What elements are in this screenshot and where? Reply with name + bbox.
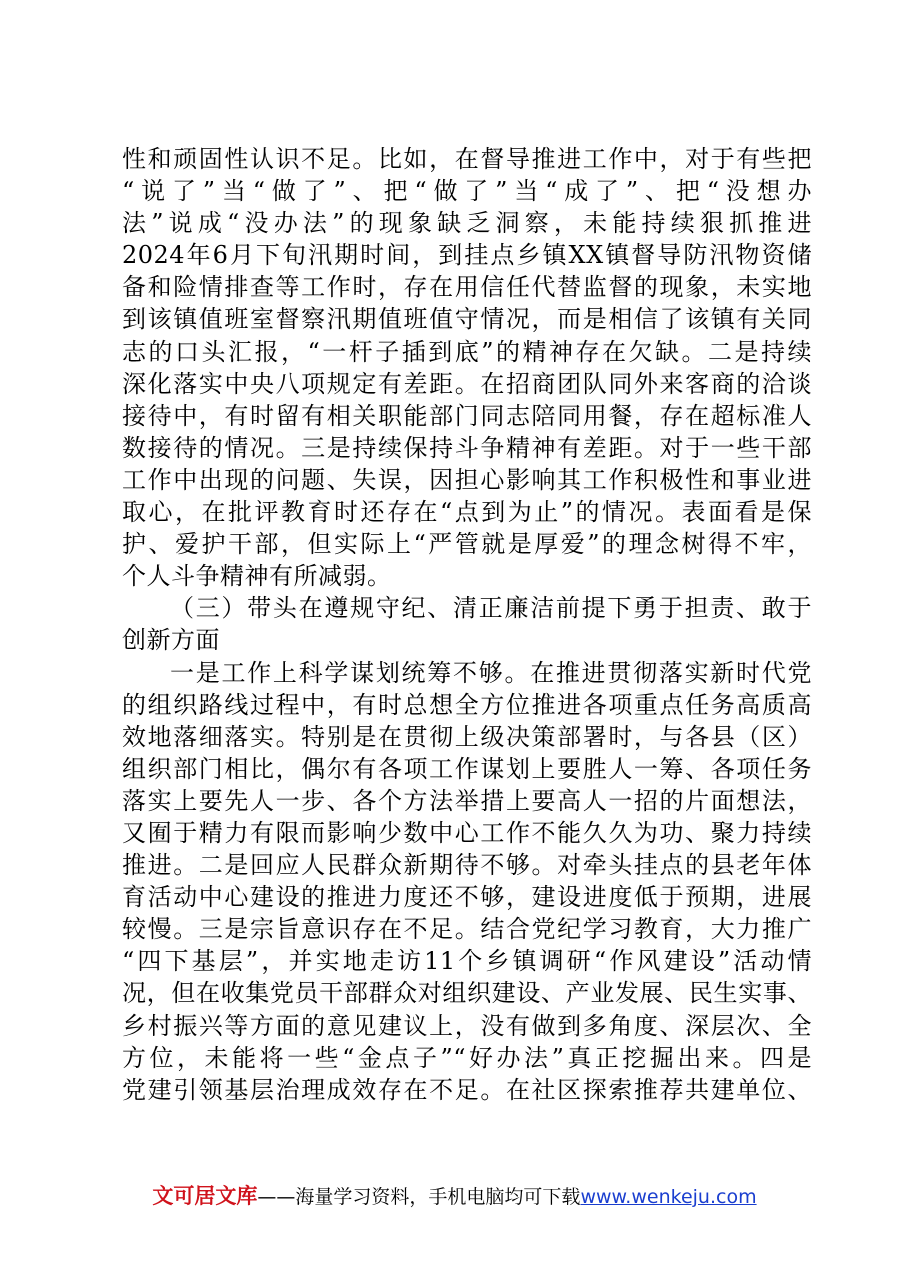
text-line: 组织部门相比，偶尔有各项工作谋划上要胜人一筹、各项任务 (122, 754, 812, 783)
text-line: 效地落细落实。特别是在贯彻上级决策部署时，与各县（区） (122, 722, 812, 751)
text-line: 方位，未能将一些“金点子”“好办法”真正挖掘出来。四是 (122, 1043, 812, 1072)
text-line: 党建引领基层治理成效存在不足。在社区探索推荐共建单位、 (122, 1075, 812, 1104)
text-line: 志的口头汇报，“一杆子插到底”的精神存在欠缺。二是持续 (122, 337, 812, 366)
footer-slogan: ——海量学习资料，手机电脑均可下载 (257, 1186, 581, 1208)
footer-banner (0, 1180, 909, 1210)
site-link[interactable]: www.wenkeju.com (580, 1186, 757, 1208)
text-line: “四下基层”，并实地走访11个乡镇调研“作风建设”活动情 (122, 947, 812, 976)
text-line: 况，但在收集党员干部群众对组织建设、产业发展、民生实事、 (122, 979, 812, 1008)
text-line: 数接待的情况。三是持续保持斗争精神有差距。对于一些干部 (122, 433, 812, 462)
text-line: 接待中，有时留有相关职能部门同志陪同用餐，存在超标准人 (122, 401, 812, 430)
text-line: 又囿于精力有限而影响少数中心工作不能久久为功、聚力持续 (122, 818, 812, 847)
section-heading-continued: 创新方面 (122, 626, 220, 655)
document-body (122, 143, 812, 1106)
text-line: 深化落实中央八项规定有差距。在招商团队同外来客商的洽谈 (122, 369, 812, 398)
text-line: 护、爱护干部，但实际上“严管就是厚爱”的理念树得不牢， (122, 530, 812, 559)
text-line: 育活动中心建设的推进力度还不够，建设进度低于预期，进展 (122, 883, 812, 912)
text-line: 性和顽固性认识不足。比如，在督导推进工作中，对于有些把 (122, 145, 812, 173)
text-line: 法”说成“没办法”的现象缺乏洞察，未能持续狠抓推进 (122, 209, 812, 238)
text-line: 到该镇值班室督察汛期值班值守情况，而是相信了该镇有关同 (122, 305, 812, 334)
text-line: 工作中出现的问题、失误，因担心影响其工作积极性和事业进 (122, 465, 812, 494)
text-line: 备和险情排查等工作时，存在用信任代替监督的现象，未实地 (122, 273, 812, 302)
section-heading: （三）带头在遵规守纪、清正廉洁前提下勇于担责、敢于 (170, 594, 812, 623)
text-line: 取心，在批评教育时还存在“点到为止”的情况。表面看是保 (122, 498, 812, 527)
text-line: 的组织路线过程中，有时总想全方位推进各项重点任务高质高 (122, 690, 812, 719)
text-line: 乡村振兴等方面的意见建议上，没有做到多角度、深层次、全 (122, 1011, 812, 1040)
text-line: “说了”当“做了”、把“做了”当“成了”、把“没想办 (122, 177, 812, 206)
text-line: 落实上要先人一步、各个方法举措上要高人一招的片面想法， (122, 786, 812, 815)
brand-name: 文可居文库 (152, 1184, 258, 1208)
text-line: 一是工作上科学谋划统筹不够。在推进贯彻落实新时代党 (170, 658, 812, 687)
text-line: 推进。二是回应人民群众新期待不够。对牵头挂点的县老年体 (122, 851, 812, 880)
text-line: 较慢。三是宗旨意识存在不足。结合党纪学习教育，大力推广 (122, 915, 812, 944)
text-line: 个人斗争精神有所减弱。 (122, 562, 392, 591)
text-line: 2024年6月下旬汛期时间，到挂点乡镇XX镇督导防汛物资储 (122, 241, 812, 270)
